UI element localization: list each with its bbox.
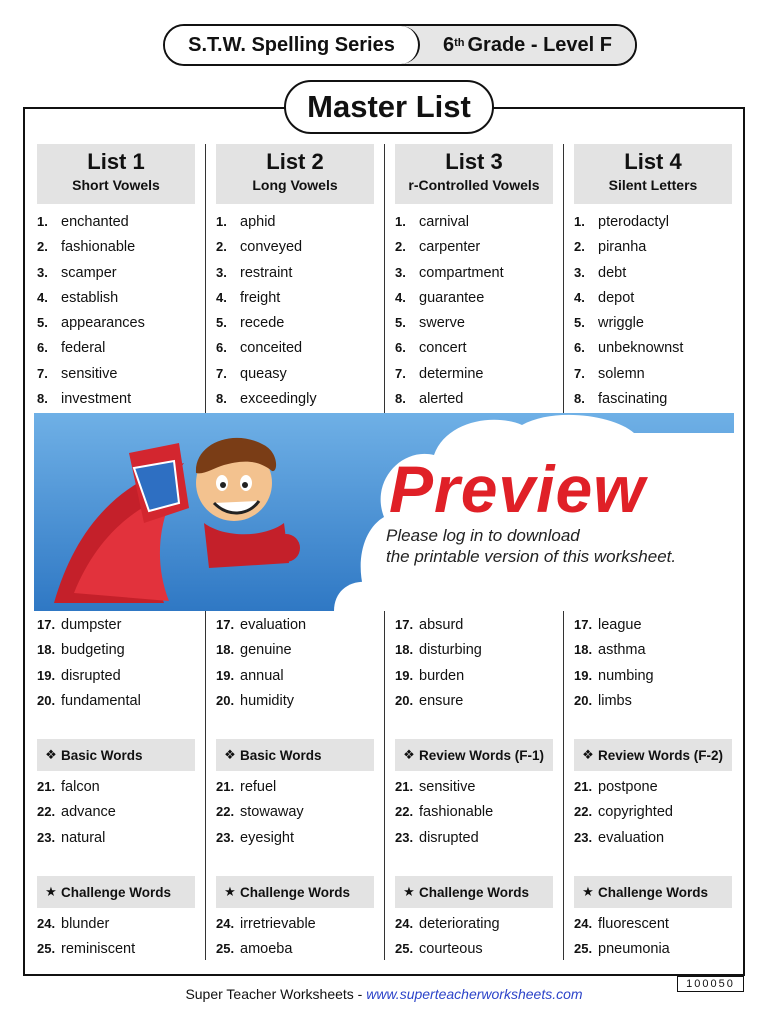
word-list [37,209,195,411]
footer-separator: - [353,986,367,1002]
list-item: 4. guarantee [395,289,485,306]
diamond-icon: ❖ [403,747,415,762]
list-header [395,144,553,204]
list-item: 2. piranha [574,239,647,256]
list-item: 23. natural [37,829,106,846]
list-item: 5. swerve [395,315,465,332]
list-name: List 2 [266,149,324,174]
list-category: Silent Letters [608,177,698,193]
group-header [216,876,374,908]
list-item: 18. asthma [574,642,646,659]
word-list [37,911,195,962]
list-item: 25. courteous [395,941,483,958]
group-label: Review Words (F-1) [419,747,545,763]
list-item: 8. fascinating [574,391,668,408]
list-item: 8. investment [37,391,132,408]
list-item: 5. appearances [37,315,145,332]
list-item: 3. restraint [216,264,293,281]
list-item: 19. disrupted [37,667,121,684]
group-header [37,876,195,908]
superhero-mascot-icon [34,413,304,611]
word-group-1-col-2 [216,739,374,850]
list-item: 2. fashionable [37,239,136,256]
list-item: 20. humidity [216,692,294,709]
list-item: 4. freight [216,289,281,306]
list-item: 24. fluorescent [574,916,669,932]
list-item: 21. refuel [216,779,277,795]
series-banner [163,24,637,66]
list-column-1 [37,144,195,411]
list-item: 2. conveyed [216,239,303,256]
list-item: 22. advance [37,804,116,821]
word-list [574,911,732,962]
grade-suffix: th [454,37,465,49]
list-item: 4. establish [37,289,119,306]
list-item: 7. queasy [216,365,287,382]
list-item: 8. exceedingly [216,391,317,408]
grade-number: 6 [442,33,455,56]
list-item: 23. evaluation [574,829,665,846]
list-item: 17. absurd [395,617,464,633]
word-list [574,774,732,850]
group-label: Challenge Words [419,884,530,900]
list-item: 3. compartment [395,264,504,281]
list-item: 6. unbeknownst [574,340,684,357]
word-list [216,209,374,411]
list-item: 23. disrupted [395,829,479,846]
list-category: Long Vowels [252,177,338,193]
list-header [37,144,195,204]
group-header [395,739,553,771]
list-item: 5. recede [216,315,285,332]
list-item: 21. falcon [37,779,100,795]
list-header [574,144,732,204]
list-item: 18. genuine [216,642,292,659]
preview-title: Preview [389,452,646,526]
word-list-bottom-3 [395,612,553,713]
list-item: 6. federal [37,340,106,357]
group-label: Review Words (F-2) [598,747,724,763]
list-item: 4. depot [574,289,635,306]
list-item: 1. enchanted [37,214,129,230]
list-item: 7. sensitive [37,365,118,382]
list-item: 18. disturbing [395,642,482,659]
list-item: 22. fashionable [395,804,494,821]
preview-line-2: the printable version of this worksheet. [386,547,677,566]
list-item: 1. pterodactyl [574,214,669,230]
star-icon: ★ [582,884,594,899]
list-item: 3. scamper [37,264,117,281]
list-header [216,144,374,204]
list-item: 19. numbing [574,667,654,684]
list-item: 24. blunder [37,916,110,932]
diamond-icon: ❖ [582,747,594,762]
list-item: 18. budgeting [37,642,125,659]
word-list-bottom-1 [37,612,195,713]
diamond-icon: ❖ [45,747,57,762]
list-item: 1. aphid [216,214,276,230]
group-header [37,739,195,771]
list-name: List 3 [445,149,503,174]
list-item: 25. reminiscent [37,941,136,958]
list-item: 17. evaluation [216,617,307,633]
list-name: List 4 [624,149,682,174]
list-item: 22. stowaway [216,804,304,821]
list-category: Short Vowels [72,177,160,193]
word-list [395,911,553,962]
list-item: 17. league [574,617,642,633]
word-list [395,774,553,850]
star-icon: ★ [45,884,57,899]
list-item: 23. eyesight [216,829,295,846]
list-item: 2. carpenter [395,239,481,256]
preview-banner [34,413,734,611]
list-item: 24. deteriorating [395,916,500,932]
group-label: Challenge Words [598,884,709,900]
word-group-1-col-1 [37,739,195,850]
group-label: Challenge Words [61,884,172,900]
diamond-icon: ❖ [224,747,236,762]
word-list-bottom-2 [216,612,374,713]
list-item: 8. alerted [395,391,464,408]
list-item: 7. solemn [574,365,645,382]
star-icon: ★ [403,884,415,899]
star-icon: ★ [224,884,236,899]
word-group-2-col-1 [37,876,195,962]
list-column-4 [574,144,732,411]
list-item: 21. sensitive [395,779,476,795]
list-column-3 [395,144,553,411]
footer-url-link[interactable]: www.superteacherworksheets.com [366,986,583,1002]
worksheet-code: 100050 [677,976,744,992]
list-item: 5. wriggle [574,315,644,332]
footer [0,986,768,1002]
list-column-2 [216,144,374,411]
list-item: 25. pneumonia [574,941,670,958]
group-header [574,876,732,908]
word-group-2-col-3 [395,876,553,962]
list-item: 24. irretrievable [216,916,316,932]
list-item: 20. ensure [395,692,464,709]
list-item: 21. postpone [574,779,658,795]
list-item: 25. amoeba [216,941,293,958]
word-list [216,911,374,962]
preview-line-1: Please log in to download [386,526,580,545]
grade-level-text: Grade - Level F [467,33,612,56]
word-group-2-col-2 [216,876,374,962]
list-item: 6. concert [395,340,467,357]
list-item: 1. carnival [395,214,469,230]
list-item: 19. burden [395,667,465,684]
list-item: 6. conceited [216,340,303,357]
list-name: List 1 [87,149,145,174]
word-list [216,774,374,850]
list-item: 7. determine [395,365,484,382]
word-list [395,209,553,411]
group-header [574,739,732,771]
group-header [216,739,374,771]
page-title: Master List [284,80,494,134]
group-label: Basic Words [61,747,143,763]
word-list-bottom-4 [574,612,732,713]
group-label: Basic Words [240,747,322,763]
word-list [37,774,195,850]
preview-message [386,525,676,567]
word-list [574,209,732,411]
list-item: 17. dumpster [37,617,122,633]
list-item: 19. annual [216,667,284,684]
grade-level [400,26,635,64]
group-header [395,876,553,908]
list-item: 22. copyrighted [574,804,673,821]
footer-site-name: Super Teacher Worksheets [185,986,354,1002]
word-group-1-col-3 [395,739,553,850]
list-category: r-Controlled Vowels [408,177,540,193]
list-item: 3. debt [574,264,627,281]
word-group-1-col-4 [574,739,732,850]
series-name: S.T.W. Spelling Series [165,26,420,64]
list-item: 20. limbs [574,692,632,709]
list-item: 20. fundamental [37,692,141,709]
word-group-2-col-4 [574,876,732,962]
group-label: Challenge Words [240,884,351,900]
